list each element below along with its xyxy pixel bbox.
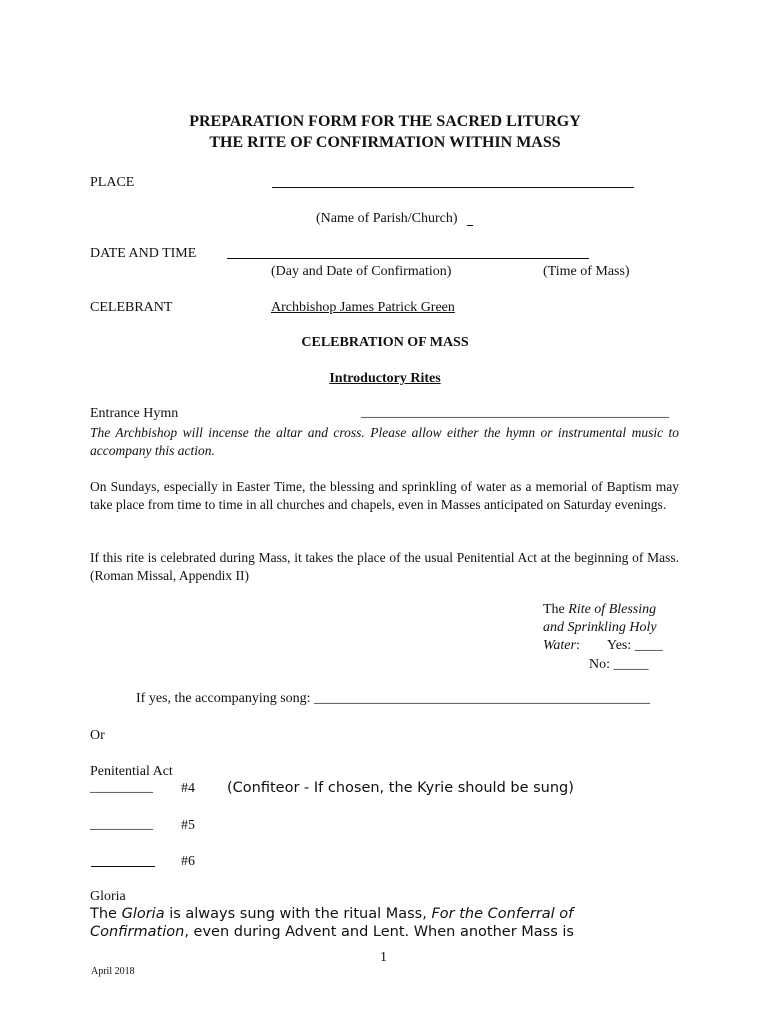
celebrant-value: Archbishop James Patrick Green [271, 300, 455, 315]
rite-line3 [543, 638, 580, 654]
gloria-the: The [90, 906, 122, 922]
place-caption-underline [467, 225, 473, 226]
gloria-ritual-title-part2: Confirmation [90, 924, 185, 940]
rite-yes-option[interactable]: Yes: ____ [607, 638, 663, 653]
rite-colon: : [575, 638, 580, 653]
gloria-text-line1 [90, 906, 573, 922]
place-label: PLACE [90, 175, 135, 190]
gloria-text-end: , even during Advent and Lent. When another Mass is [184, 924, 574, 940]
time-caption: (Time of Mass) [543, 264, 630, 279]
date-time-label: DATE AND TIME [90, 246, 197, 261]
celebrant-label: CELEBRANT [90, 300, 173, 315]
place-caption: (Name of Parish/Church) [316, 211, 458, 226]
rite-line1 [543, 602, 656, 618]
gloria-ritual-title-part1: For the Conferral of [431, 906, 574, 922]
section-title: CELEBRATION OF MASS [301, 335, 469, 350]
rite-no-option[interactable]: No: _____ [589, 657, 649, 672]
date-time-field-line[interactable] [227, 258, 589, 259]
gloria-label: Gloria [90, 889, 126, 904]
rite-title-part1: Rite of Blessing [568, 602, 657, 617]
gloria-text-line2 [90, 924, 574, 940]
penitential-act-label: Penitential Act [90, 764, 173, 779]
footer-date: April 2018 [91, 966, 135, 977]
form-title-line1: PREPARATION FORM FOR THE SACRED LITURGY [189, 113, 581, 130]
page-number: 1 [380, 950, 387, 965]
rite-the: The [543, 602, 569, 617]
gloria-word: Gloria [121, 906, 165, 922]
penitential-option-5-number: #5 [181, 818, 195, 833]
entrance-hymn-blank[interactable]: ____________________________________________ [361, 405, 669, 420]
penitential-option-5-blank[interactable]: _________ [90, 817, 153, 832]
penitential-option-6-blank[interactable] [91, 866, 155, 867]
gloria-text-mid: is always sung with the ritual Mass, [164, 906, 432, 922]
penitential-option-4-blank[interactable]: _________ [90, 780, 153, 795]
penitential-note-paragraph: If this rite is celebrated during Mass, it takes the place of the usual Penitential Act at the beginning of Mass. (Roman Missal, Appendix II) [90, 550, 679, 583]
rite-title-part3: Water [543, 638, 576, 653]
sundays-paragraph: On Sundays, especially in Easter Time, the blessing and sprinkling of water as a memorial of Baptism may take place from time to time in all churches and chapels, even in Masses anticipated on Saturday evenings. [90, 479, 679, 512]
penitential-option-6-number: #6 [181, 854, 195, 869]
accompanying-song-field[interactable]: If yes, the accompanying song: ________________________________________________ [136, 691, 651, 706]
or-label: Or [90, 728, 105, 743]
date-caption: (Day and Date of Confirmation) [271, 264, 452, 279]
subsection-title: Introductory Rites [329, 371, 441, 386]
entrance-hymn-label: Entrance Hymn [90, 406, 179, 421]
penitential-option-4-number: #4 [181, 781, 195, 796]
entrance-hymn-note: The Archbishop will incense the altar and cross. Please allow either the hymn or instrumental music to accompany this action. [90, 425, 679, 458]
place-field-line[interactable] [272, 187, 634, 188]
rite-title-part2: and Sprinkling Holy [543, 620, 657, 635]
form-title-line2: THE RITE OF CONFIRMATION WITHIN MASS [209, 134, 561, 151]
penitential-option-4-note: (Confiteor - If chosen, the Kyrie should be sung) [227, 780, 574, 796]
